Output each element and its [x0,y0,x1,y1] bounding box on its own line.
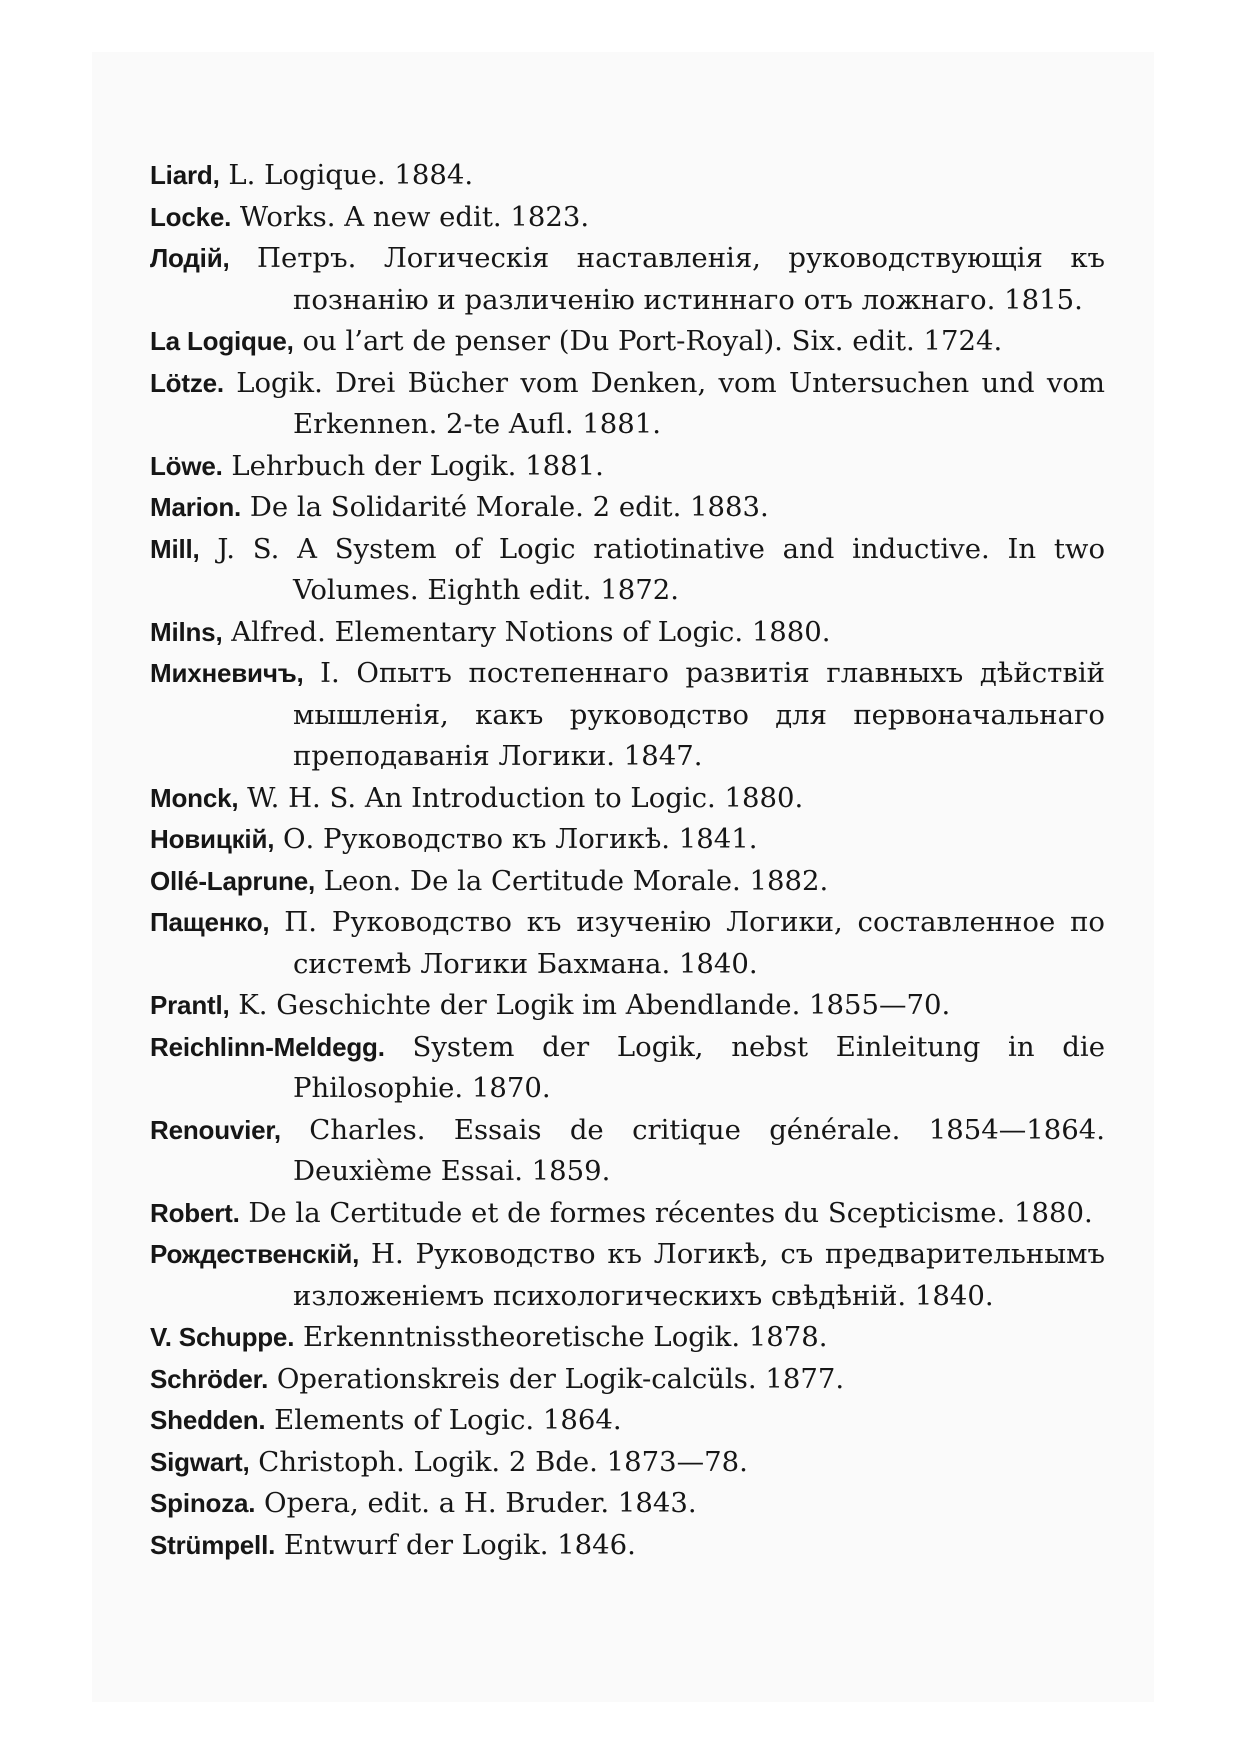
entry-author: Schröder. [150,1363,269,1394]
entry-author: Ollé-Laprune, [150,865,315,896]
entry-text: Opera, edit. a H. Bruder. 1843. [264,1487,697,1519]
bibliography-entry [150,985,1105,1027]
bibliography-entry [150,902,1105,985]
entry-author: Renouvier, [150,1114,281,1145]
entry-text: Alfred. Elementary Notions of Logic. 1880. [231,615,831,648]
entry-author: Löwe. [150,450,223,481]
bibliography-entry [150,819,1105,861]
entry-author: Reichlinn-Meldegg. [150,1031,385,1062]
entry-text: De la Solidarité Morale. 2 edit. 1883. [249,491,769,523]
entry-author: Лодій, [150,243,230,273]
bibliography-entry [150,1234,1105,1317]
entry-text: System der Logik, nebst Einleitung in die Philosophie. 1870. [293,1030,1105,1104]
entry-text: Elements of Logic. 1864. [274,1404,622,1436]
bibliography-entry [150,529,1105,612]
bibliography-entry [150,1110,1105,1193]
bibliography-entry [150,1027,1105,1110]
bibliography-entry [150,321,1105,363]
entry-author: Новицкій, [150,824,275,854]
entry-author: Рождественскій, [150,1239,360,1269]
entry-text: Н. Руководство къ Логикѣ, съ предварительнымъ изложеніемъ психологическихъ свѣдѣній. 1840. [293,1238,1105,1312]
bibliography-entry [150,197,1105,239]
entry-author: Milns, [150,616,223,647]
bibliography-entry [150,1525,1105,1567]
entry-author: Sigwart, [150,1446,250,1477]
entry-text: П. Руководство къ изученію Логики, составленное по системѣ Логики Бахмана. 1840. [284,906,1105,980]
bibliography-entry [150,1317,1105,1359]
entry-text: K. Geschichte der Logik im Abendlande. 1855—70. [238,989,951,1021]
entry-text: Lehrbuch der Logik. 1881. [231,449,604,482]
entry-text: Christoph. Logik. 2 Bde. 1873—78. [258,1445,748,1478]
entry-text: Logik. Drei Bücher vom Denken, vom Untersuchen und vom Erkennen. 2-te Aufl. 1881. [236,366,1105,440]
entry-text: Петръ. Логическія наставленія, руководствующія къ познанію и различенію истиннаго отъ ложнаго. 1815. [257,242,1106,316]
bibliography-list [150,155,1105,1566]
entry-text: Operationskreis der Logik-calcüls. 1877. [276,1362,845,1395]
entry-author: Spinoza. [150,1488,256,1518]
entry-author: Strümpell. [150,1529,276,1560]
entry-text: Entwurf der Logik. 1846. [283,1528,636,1561]
entry-author: Locke. [150,201,232,232]
bibliography-entry [150,1442,1105,1484]
entry-author: Marion. [150,492,242,522]
entry-author: Lötze. [150,367,224,398]
entry-text: L. Logique. 1884. [228,159,474,191]
bibliography-entry [150,446,1105,488]
entry-text: W. H. S. An Introduction to Logic. 1880. [247,781,804,814]
bibliography-entry [150,1359,1105,1401]
entry-text: Leon. De la Certitude Morale. 1882. [323,864,829,897]
bibliography-entry [150,155,1105,197]
entry-text: Erkenntnisstheoretische Logik. 1878. [302,1321,828,1353]
entry-author: Robert. [150,1197,240,1228]
entry-author: Михневичъ, [150,658,304,688]
bibliography-entry [150,1193,1105,1235]
entry-author: Пащенко, [150,907,270,937]
entry-text: Works. A new edit. 1823. [239,200,590,233]
bibliography-entry [150,653,1105,778]
entry-author: V. Schuppe. [150,1322,295,1352]
entry-author: Shedden. [150,1405,266,1435]
entry-author: La Logique, [150,326,294,356]
entry-text: О. Руководство къ Логикѣ. 1841. [283,823,758,855]
bibliography-entry [150,1400,1105,1442]
entry-text: Charles. Essais de critique générale. 1854—1864. Deuxième Essai. 1859. [293,1113,1105,1187]
entry-author: Monck, [150,782,239,813]
bibliography-entry [150,861,1105,903]
entry-text: ou l’art de penser (Du Port-Royal). Six. edit. 1724. [302,325,1003,357]
bibliography-entry [150,363,1105,446]
entry-author: Prantl, [150,990,230,1020]
entry-text: De la Certitude et de formes récentes du Scepticisme. 1880. [248,1196,1093,1229]
bibliography-entry [150,778,1105,820]
entry-text: I. Опытъ постепеннаго развитія главныхъ дѣйствій мышленія, какъ руководство для первоначальнаго преподаванія Логики. 1847. [293,657,1105,772]
bibliography-entry [150,612,1105,654]
entry-text: J. S. A System of Logic ratiotinative and inductive. In two Volumes. Eighth edit. 1872. [217,532,1105,606]
bibliography-entry [150,1483,1105,1525]
bibliography-entry [150,238,1105,321]
entry-author: Mill, [150,533,200,564]
bibliography-entry [150,487,1105,529]
entry-author: Liard, [150,160,220,190]
